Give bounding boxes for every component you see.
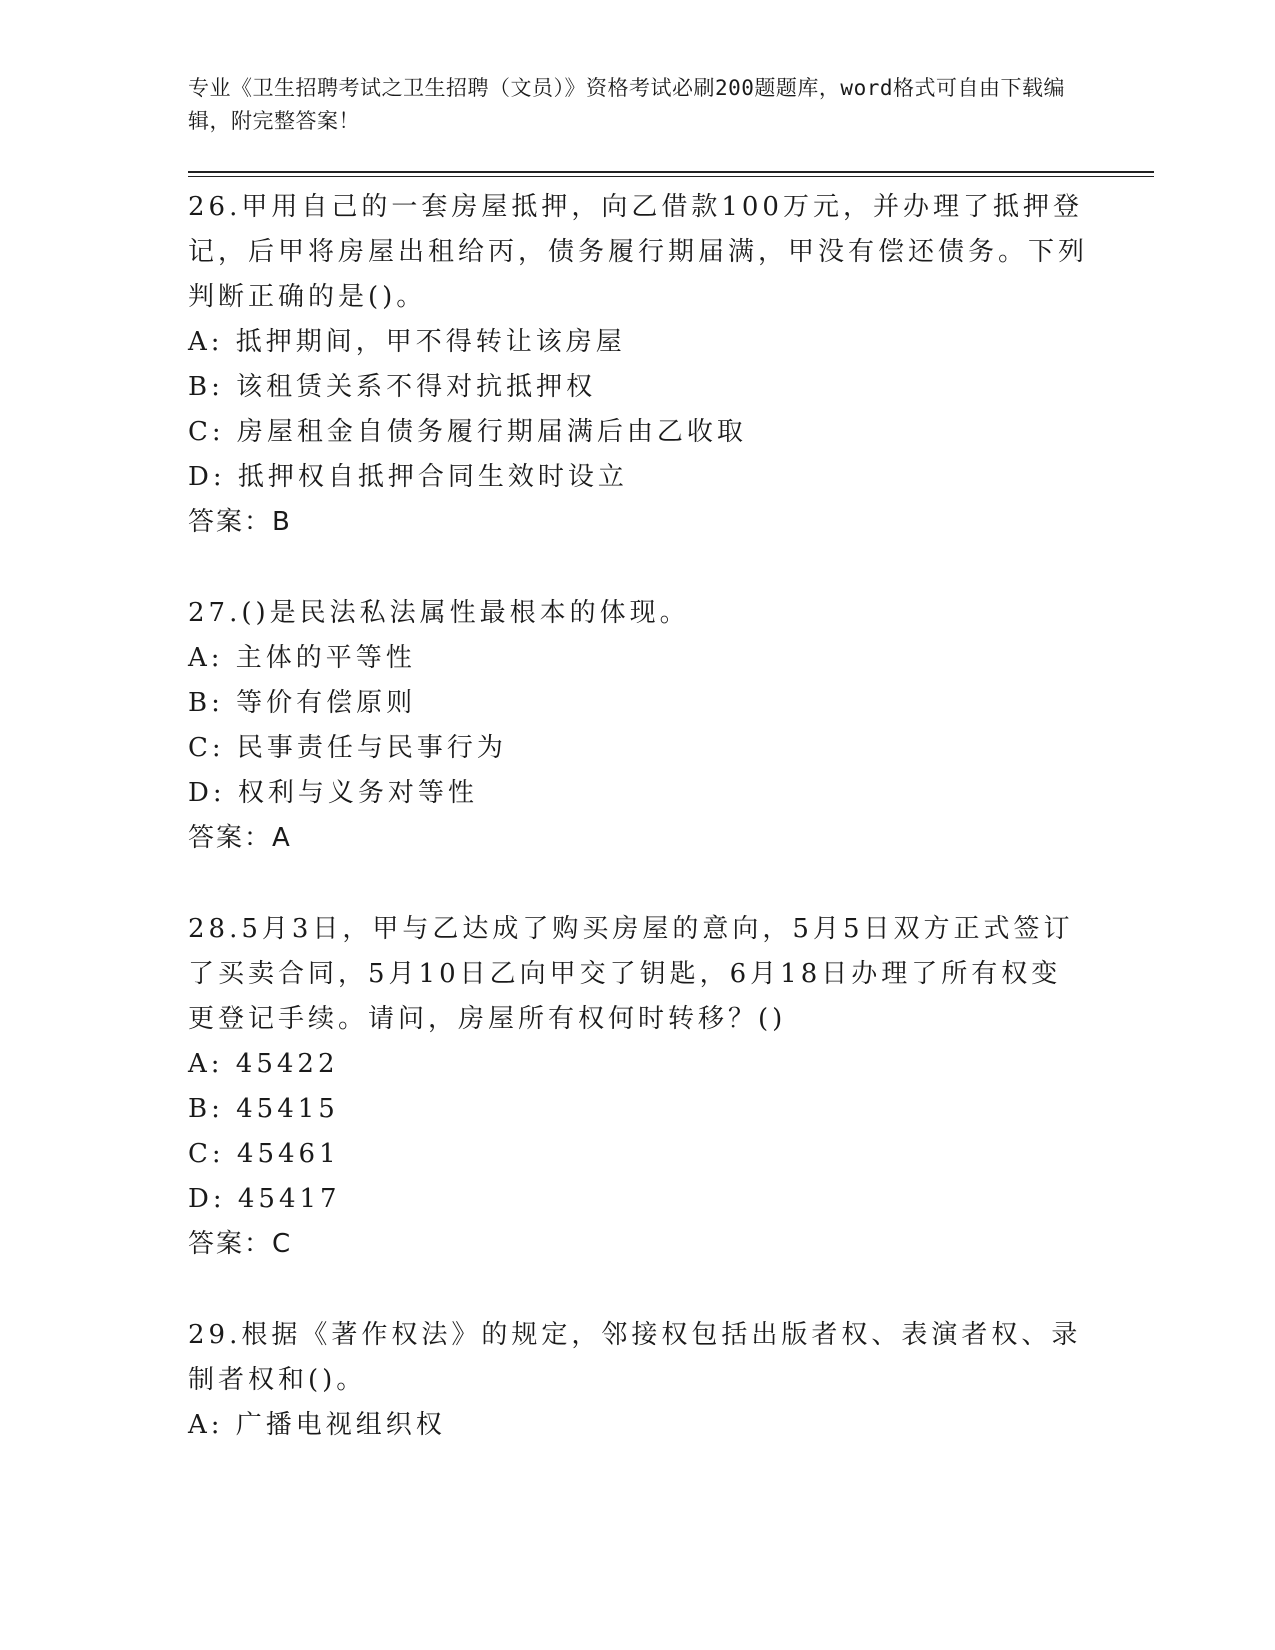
- option-d: D: 抵押权自抵押合同生效时设立: [188, 462, 628, 492]
- option-c: C: 45461: [188, 1139, 340, 1169]
- header-rule-thick: [188, 171, 1154, 173]
- question-text: 28.5月3日，甲与乙达成了购买房屋的意向，5月5日双方正式签订了买卖合同，5月10日乙向甲交了钥匙，6月18日办理了所有权变更登记手续。请问，房屋所有权何时转移？(): [188, 914, 1074, 1034]
- answer-line: 答案：C: [188, 1229, 293, 1259]
- option-a: A: 广播电视组织权: [188, 1410, 446, 1440]
- option-b: B: 等价有偿原则: [188, 688, 417, 718]
- answer-line: 答案：B: [188, 507, 292, 537]
- answer-line: 答案：A: [188, 823, 292, 853]
- question-text: 26.甲用自己的一套房屋抵押，向乙借款100万元，并办理了抵押登记，后甲将房屋出租给丙，债务履行期届满，甲没有偿还债务。下列判断正确的是()。: [188, 192, 1089, 312]
- option-b: B: 该租赁关系不得对抗抵押权: [188, 372, 597, 402]
- question-text: 27.()是民法私法属性最根本的体现。: [188, 598, 690, 628]
- option-a: A: 抵押期间，甲不得转让该房屋: [188, 327, 626, 357]
- option-d: D: 45417: [188, 1184, 341, 1214]
- option-a: A: 主体的平等性: [188, 643, 416, 673]
- question-text: 29.根据《著作权法》的规定，邻接权包括出版者权、表演者权、录制者权和()。: [188, 1320, 1082, 1395]
- question-29: [188, 1313, 1148, 1448]
- question-list: [188, 185, 1148, 1448]
- option-a: A: 45422: [188, 1049, 339, 1079]
- option-b: B: 45415: [188, 1094, 339, 1124]
- option-c: C: 民事责任与民事行为: [188, 733, 507, 763]
- document-header: 专业《卫生招聘考试之卫生招聘（文员）》资格考试必刷200题题库，word格式可自由下载编辑，附完整答案！: [188, 76, 1065, 133]
- option-c: C: 房屋租金自债务履行期届满后由乙收取: [188, 417, 747, 447]
- question-28: [188, 907, 1148, 1267]
- option-d: D: 权利与义务对等性: [188, 778, 478, 808]
- document-page: [188, 72, 1148, 1494]
- header-rule-thin: [188, 176, 1154, 177]
- question-27: [188, 591, 1148, 861]
- question-26: [188, 185, 1148, 545]
